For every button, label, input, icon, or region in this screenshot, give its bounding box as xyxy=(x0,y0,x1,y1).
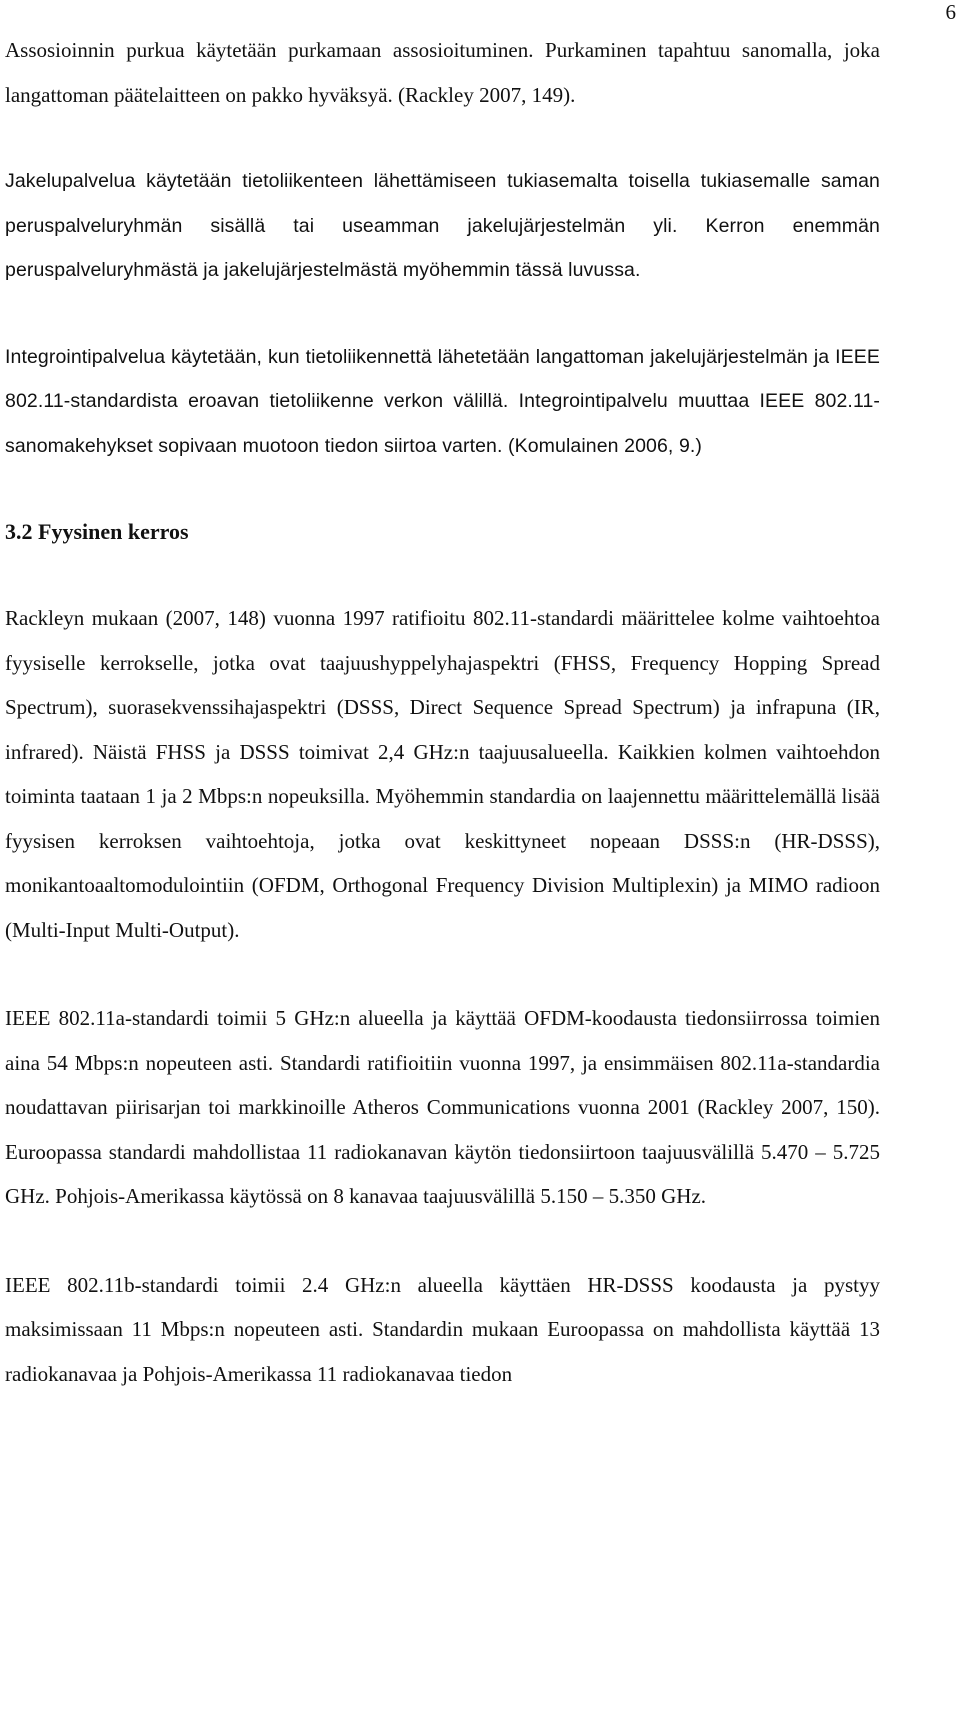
paragraph-80211a: IEEE 802.11a-standardi toimii 5 GHz:n alueella ja käyttää OFDM-koodausta tiedonsiirrossa toimien aina 54 Mbps:n nopeuteen asti. Standardi ratifioitiin vuonna 1997, ja ensimmäisen 802.11a-standardia noudattavan piirisarjan toi markkinoille Atheros Communications vuonna 2001 (Rackley 2007, 150). Euroopassa standardi mahdollistaa 11 radiokanavan käytön tiedonsiirtoon taajuusvälillä 5.470 – 5.725 GHz. Pohjois-Amerikassa käytössä on 8 kanavaa taajuusvälillä 5.150 – 5.350 GHz. xyxy=(5,1006,880,1208)
paragraph-physical-layer: Rackleyn mukaan (2007, 148) vuonna 1997 ratifioitu 802.11-standardi määrittelee kolme vaihtoehtoa fyysiselle kerrokselle, jotka ovat taajuushyppelyhajaspektri (FHSS, Frequency Hopping Spread Spectrum), suorasekvenssihajaspektri (DSSS, Direct Sequence Spread Spectrum) ja infrapuna (IR, infrared). Näistä FHSS ja DSSS toimivat 2,4 GHz:n taajuusalueella. Kaikkien kolmen vaihtoehdon toiminta taataan 1 ja 2 Mbps:n nopeuksilla. Myöhemmin standardia on laajennettu määrittelemällä lisää fyysisen kerroksen vaihtoehtoja, jotka ovat keskittyneet nopeaan DSSS:n (HR-DSSS), monikantoaaltomodulointiin (OFDM, Orthogonal Frequency Division Multiplexin) ja MIMO radioon (Multi-Input Multi-Output). xyxy=(5,606,880,942)
section-heading: 3.2 Fyysinen kerros xyxy=(5,519,189,544)
paragraph-disassociation: Assosioinnin purkua käytetään purkamaan assosioituminen. Purkaminen tapahtuu sanomalla, joka langattoman päätelaitteen on pakko hyväksyä. (Rackley 2007, 149). xyxy=(5,38,880,107)
page-number: 6 xyxy=(945,0,956,24)
paragraph-80211b: IEEE 802.11b-standardi toimii 2.4 GHz:n alueella käyttäen HR-DSSS koodausta ja pystyy maksimissaan 11 Mbps:n nopeuteen asti. Standardin mukaan Euroopassa on mahdollista käyttää 13 radiokanavaa ja Pohjois-Amerikassa 11 radiokanavaa tiedon xyxy=(5,1272,880,1386)
paragraph-distribution: Jakelupalvelua käytetään tietoliikenteen lähettämiseen tukiasemalta toisella tukiasemalle saman peruspalveluryhmän sisällä tai useamman jakelujärjestelmän yli. Kerron enemmän peruspalveluryhmästä ja jakelujärjestelmästä myöhemmin tässä luvussa. xyxy=(5,170,880,281)
paragraph-integration: Integrointipalvelua käytetään, kun tietoliikennettä lähetetään langattoman jakelujärjestelmän ja IEEE 802.11-standardista eroavan tietoliikenne verkon välillä. Integrointipalvelu muuttaa IEEE 802.11-sanomakehykset sopivaan muotoon tiedon siirtoa varten. (Komulainen 2006, 9.) xyxy=(5,345,880,457)
document-body xyxy=(5,28,880,1396)
